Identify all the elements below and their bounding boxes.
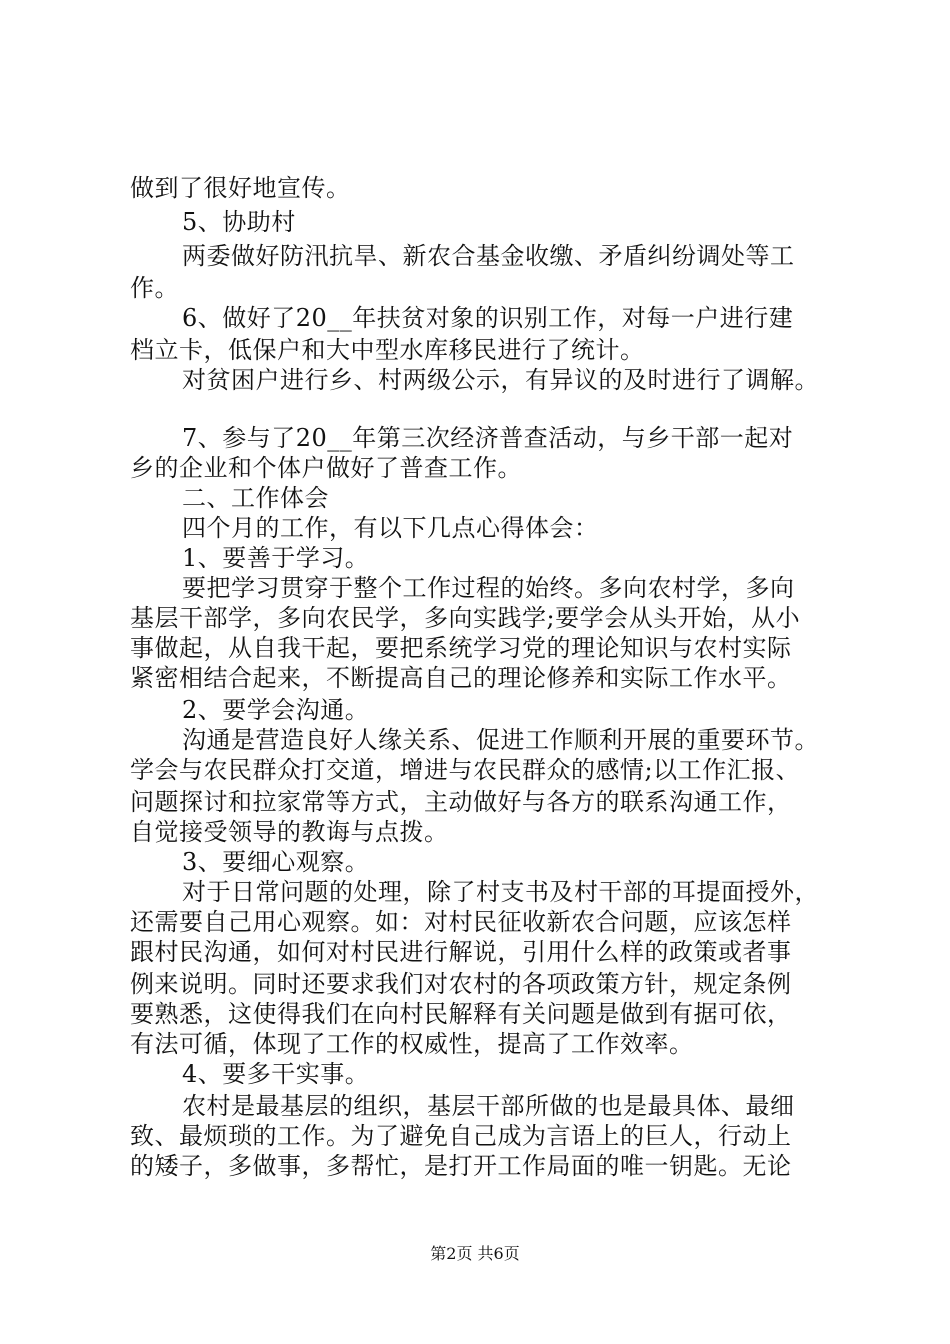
paragraph-line: 要熟悉，这使得我们在向村民解释有关问题是做到有据可依，	[130, 1000, 792, 1028]
paragraph-line: 农村是最基层的组织，基层干部所做的也是最具体、最细	[182, 1092, 795, 1120]
paragraph-line: 四个月的工作，有以下几点心得体会：	[182, 514, 599, 542]
subheading: 3、要细心观察。	[182, 848, 370, 876]
paragraph-line: 还需要自己用心观察。如：对村民征收新农合问题，应该怎样	[130, 908, 792, 936]
page-number-footer: 第2页 共6页	[430, 1244, 520, 1263]
paragraph-line: 要把学习贯穿于整个工作过程的始终。多向农村学，多向	[182, 574, 795, 602]
paragraph-line: 基层干部学，多向农民学，多向实践学;要学会从头开始，从小	[130, 604, 801, 632]
paragraph-line: 对于日常问题的处理，除了村支书及村干部的耳提面授外，	[182, 878, 819, 906]
paragraph-line: 对贫困户进行乡、村两级公示，有异议的及时进行了调解。	[182, 366, 819, 394]
paragraph-line: 5、协助村	[182, 208, 296, 236]
paragraph-line: 两委做好防汛抗旱、新农合基金收缴、矛盾纠纷调处等工	[182, 242, 795, 270]
paragraph-line: 例来说明。同时还要求我们对农村的各项政策方针，规定条例	[130, 970, 792, 998]
paragraph-line: 致、最烦琐的工作。为了避免自己成为言语上的巨人，行动上	[130, 1122, 792, 1150]
paragraph-line: 作。	[130, 274, 179, 302]
paragraph-line: 7、参与了20__年第三次经济普查活动，与乡干部一起对	[182, 424, 794, 452]
paragraph-line: 做到了很好地宣传。	[130, 174, 351, 202]
subheading: 2、要学会沟通。	[182, 696, 370, 724]
subheading: 4、要多干实事。	[182, 1060, 370, 1088]
paragraph-line: 的矮子，多做事，多帮忙，是打开工作局面的唯一钥匙。无论	[130, 1152, 792, 1180]
paragraph-line: 档立卡，低保户和大中型水库移民进行了统计。	[130, 336, 645, 364]
paragraph-line: 乡的企业和个体户做好了普查工作。	[130, 454, 522, 482]
paragraph-line: 跟村民沟通，如何对村民进行解说，引用什么样的政策或者事	[130, 938, 792, 966]
subheading: 1、要善于学习。	[182, 544, 370, 572]
paragraph-line: 问题探讨和拉家常等方式，主动做好与各方的联系沟通工作，	[130, 788, 792, 816]
paragraph-line: 有法可循，体现了工作的权威性，提高了工作效率。	[130, 1030, 694, 1058]
paragraph-line: 自觉接受领导的教诲与点拨。	[130, 818, 449, 846]
section-heading: 二、工作体会	[182, 484, 329, 512]
paragraph-line: 事做起，从自我干起，要把系统学习党的理论知识与农村实际	[130, 634, 792, 662]
paragraph-line: 学会与农民群众打交道，增进与农民群众的感情;以工作汇报、	[130, 756, 801, 784]
paragraph-line: 沟通是营造良好人缘关系、促进工作顺利开展的重要环节。	[182, 726, 819, 754]
paragraph-line: 6、做好了20__年扶贫对象的识别工作，对每一户进行建	[182, 304, 794, 332]
paragraph-line: 紧密相结合起来，不断提高自己的理论修养和实际工作水平。	[130, 664, 792, 692]
